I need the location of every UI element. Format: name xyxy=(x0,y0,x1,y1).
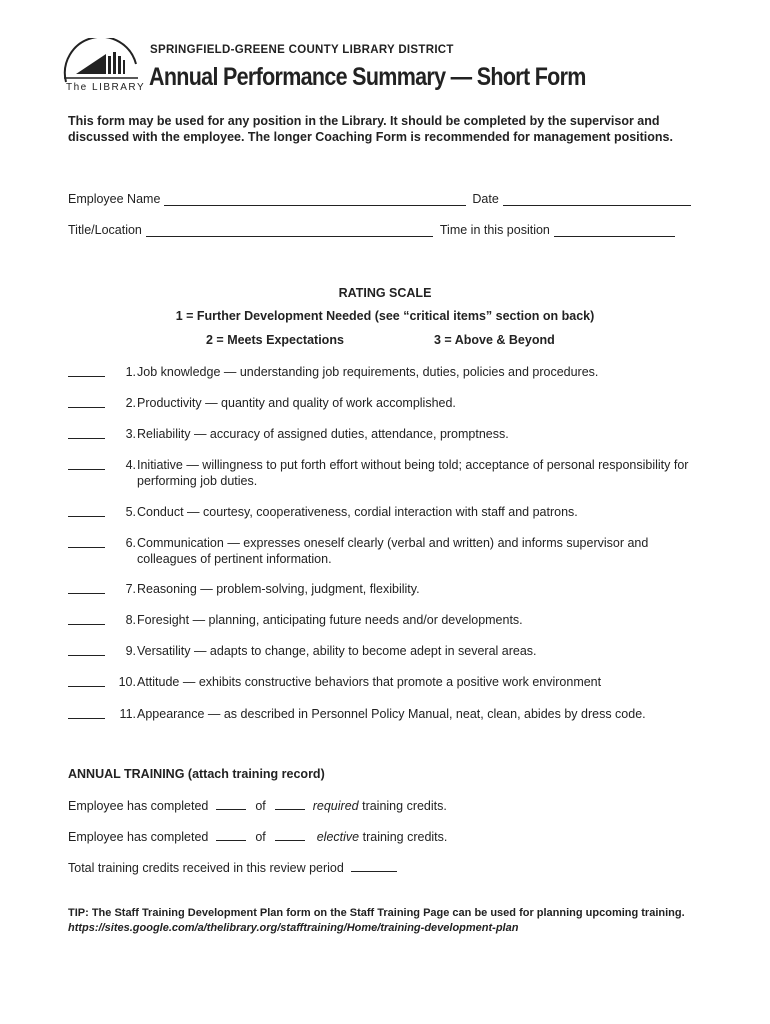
total-credits-row xyxy=(68,860,397,875)
logo-text: The LIBRARY xyxy=(66,82,146,93)
rating-blank[interactable] xyxy=(68,718,105,719)
total-credits-label: Total training credits received in this review period xyxy=(68,861,344,875)
intro-paragraph: This form may be used for any position in the Library. It should be completed by the supervisor and discussed with the employee. The longer Coaching Form is recommended for management positions. xyxy=(68,114,673,144)
required-suffix: training credits. xyxy=(362,799,447,813)
annual-training-heading: ANNUAL TRAINING (attach training record) xyxy=(68,767,325,781)
elective-completed-field[interactable] xyxy=(216,829,246,841)
required-completed-field[interactable] xyxy=(216,798,246,810)
item-number: 11. xyxy=(119,707,136,721)
title-location-field[interactable] xyxy=(146,224,433,237)
item-number: 10. xyxy=(118,675,136,689)
rating-blank[interactable] xyxy=(68,624,105,625)
elective-of: of xyxy=(255,830,266,844)
rating-blank[interactable] xyxy=(68,547,105,548)
employee-name-field[interactable] xyxy=(164,193,466,206)
item-number: 7. xyxy=(125,582,136,596)
required-total-field[interactable] xyxy=(275,798,305,810)
rating-blank[interactable] xyxy=(68,686,105,687)
item-number: 1. xyxy=(125,365,136,379)
item-number: 2. xyxy=(125,396,136,410)
title-location-row xyxy=(68,223,675,237)
item-number: 6. xyxy=(125,536,136,550)
rating-blank[interactable] xyxy=(68,376,105,377)
tip-url[interactable]: https://sites.google.com/a/thelibrary.org/stafftraining/Home/training-development-plan xyxy=(68,922,519,934)
tip-text: TIP: The Staff Training Development Plan form on the Staff Training Page can be used for planning upcoming training. xyxy=(68,907,685,919)
elective-total-field[interactable] xyxy=(275,829,305,841)
rating-level-2: 2 = Meets Expectations xyxy=(206,333,344,347)
item-number: 4. xyxy=(125,458,136,472)
title-location-label: Title/Location xyxy=(68,223,142,237)
elective-word: elective xyxy=(316,830,360,844)
rating-blank[interactable] xyxy=(68,516,105,517)
rating-blank[interactable] xyxy=(68,438,105,439)
total-credits-field[interactable] xyxy=(351,860,397,872)
item-number: 9. xyxy=(125,644,136,658)
rating-level-3: 3 = Above & Beyond xyxy=(434,333,555,347)
tip-note xyxy=(68,906,708,936)
employee-name-label: Employee Name xyxy=(68,192,161,206)
rating-blank[interactable] xyxy=(68,469,105,470)
elective-suffix: training credits. xyxy=(362,830,448,844)
item-text: Reasoning — problem-solving, judgment, flexibility. xyxy=(137,582,420,596)
elective-prefix: Employee has completed xyxy=(68,830,209,844)
rating-blank[interactable] xyxy=(68,655,105,656)
item-text: Job knowledge — understanding job requirements, duties, policies and procedures. xyxy=(137,365,599,379)
item-text: Versatility — adapts to change, ability to become adept in several areas. xyxy=(137,644,537,658)
rating-blank[interactable] xyxy=(68,593,105,594)
item-text: Initiative — willingness to put forth effort without being told; acceptance of personal responsibility for performing job duties. xyxy=(137,458,689,488)
required-word: required xyxy=(312,799,359,813)
item-text: Communication — expresses oneself clearly (verbal and written) and informs supervisor and colleagues of pertinent information. xyxy=(137,536,649,566)
rating-blank[interactable] xyxy=(68,407,105,408)
page-title: Annual Performance Summary — Short Form xyxy=(149,63,586,91)
item-text: Conduct — courtesy, cooperativeness, cordial interaction with staff and patrons. xyxy=(137,505,578,519)
item-number: 3. xyxy=(125,427,136,441)
date-field[interactable] xyxy=(503,193,691,206)
item-text: Reliability — accuracy of assigned duties, attendance, promptness. xyxy=(137,427,509,441)
item-text: Appearance — as described in Personnel Policy Manual, neat, clean, abides by dress code. xyxy=(137,707,646,721)
time-in-position-label: Time in this position xyxy=(439,223,550,237)
employee-name-row xyxy=(68,192,691,206)
date-label: Date xyxy=(472,192,499,206)
district-name: SPRINGFIELD-GREENE COUNTY LIBRARY DISTRICT xyxy=(150,44,454,56)
item-text: Productivity — quantity and quality of work accomplished. xyxy=(137,396,456,410)
required-of: of xyxy=(255,799,266,813)
item-number: 5. xyxy=(125,505,136,519)
elective-credits-row xyxy=(68,829,447,844)
time-in-position-field[interactable] xyxy=(554,224,675,237)
required-credits-row xyxy=(68,798,447,813)
item-text: Attitude — exhibits constructive behaviors that promote a positive work environment xyxy=(137,675,602,689)
rating-level-1: 1 = Further Development Needed (see “critical items” section on back) xyxy=(175,309,595,323)
rating-scale-heading: RATING SCALE xyxy=(338,286,432,300)
required-prefix: Employee has completed xyxy=(68,799,209,813)
item-text: Foresight — planning, anticipating future needs and/or developments. xyxy=(137,613,523,627)
item-number: 8. xyxy=(125,613,136,627)
